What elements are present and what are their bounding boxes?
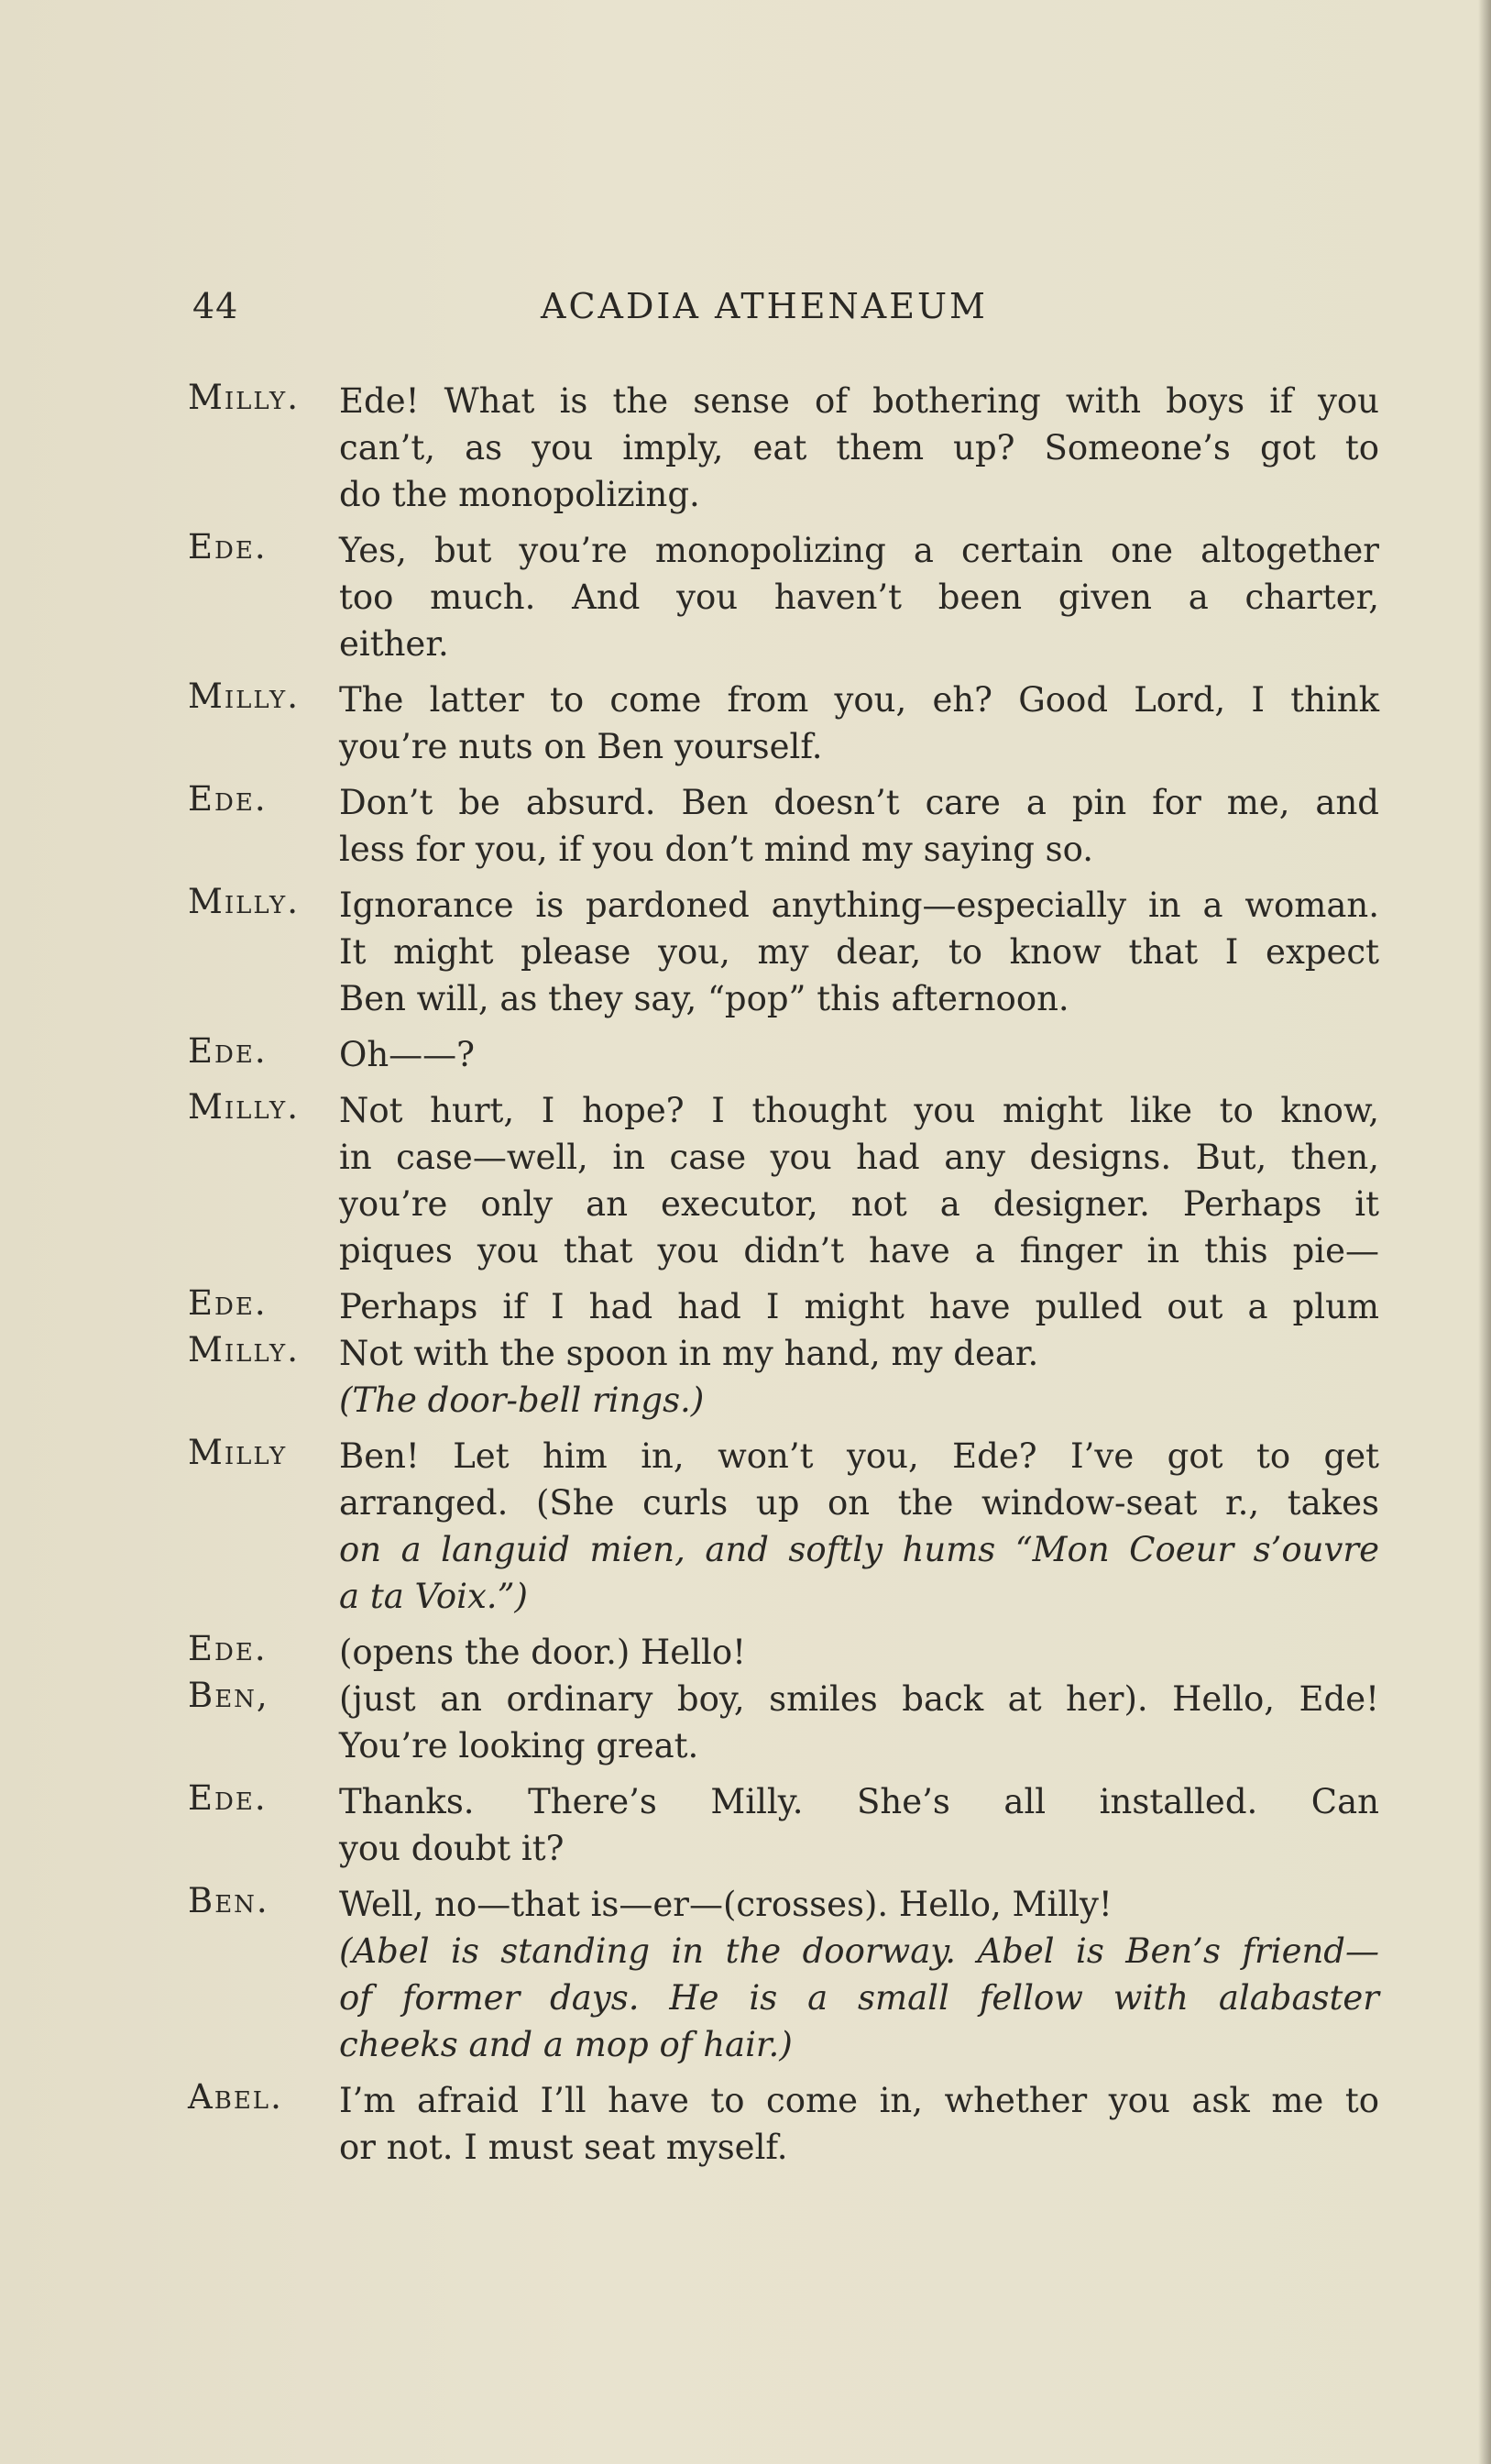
speaker-name: Milly. xyxy=(188,676,300,716)
speech xyxy=(339,527,1379,667)
dialogue-entry xyxy=(188,527,1379,667)
speaker-name: Ede. xyxy=(188,1778,268,1818)
speaker-name: Ben, xyxy=(188,1676,269,1715)
speech xyxy=(339,779,1379,873)
speech xyxy=(339,1676,1379,1769)
speech-line: arranged. (She curls up on the window-seat r., takes xyxy=(339,1483,1379,1523)
speech-line: Perhaps if I had had I might have pulled out a plum xyxy=(339,1287,1379,1326)
speech-line: Ben will, as they say, “pop” this afternoon. xyxy=(339,979,1069,1018)
dialogue-entry xyxy=(188,1087,1379,1274)
dialogue-entry xyxy=(188,378,1379,518)
speech-line: Not hurt, I hope? I thought you might like to know, xyxy=(339,1091,1379,1130)
speech-line: Not with the spoon in my hand, my dear. xyxy=(339,1334,1039,1373)
speech xyxy=(339,882,1379,1022)
speech-line: can’t, as you imply, eat them up? Someone’s got to xyxy=(339,428,1379,468)
dialogue-entry xyxy=(188,1629,1379,1676)
speaker-name: Milly. xyxy=(188,882,300,921)
speech-line: Ignorance is pardoned anything—especially in a woman. xyxy=(339,886,1379,925)
stage-direction: on a languid mien, and softly hums “Mon Coeur s’ouvre xyxy=(339,1530,1379,1569)
page-edge-shadow xyxy=(1478,0,1491,2464)
speech-line: or not. I must seat myself. xyxy=(339,2128,788,2167)
speech-line: Ede! What is the sense of bothering with boys if you xyxy=(339,381,1379,421)
speech-line: Yes, but you’re monopolizing a certain one altogether xyxy=(339,531,1379,570)
dialogue-entry xyxy=(188,676,1379,770)
page-number: 44 xyxy=(192,286,239,326)
speech-line: Ben! Let him in, won’t you, Ede? I’ve got to get xyxy=(339,1436,1379,1476)
speaker-name: Milly. xyxy=(188,1087,300,1127)
stage-direction: cheeks and a mop of hair.) xyxy=(339,2025,793,2064)
speech xyxy=(339,1629,1379,1676)
dialogue-entry xyxy=(188,1031,1379,1078)
dialogue-entry xyxy=(188,1433,1379,1620)
speaker-name: Milly. xyxy=(188,1330,300,1370)
speaker-name: Ede. xyxy=(188,1283,268,1323)
speech-line: Don’t be absurd. Ben doesn’t care a pin for me, and xyxy=(339,783,1379,822)
stage-direction: of former days. He is a small fellow with alabaster xyxy=(339,1978,1379,2018)
speech xyxy=(339,2077,1379,2171)
speaker-name: Milly. xyxy=(188,378,300,417)
dialogue-entry xyxy=(188,1881,1379,2068)
speech xyxy=(339,378,1379,518)
speech-line: Well, no—that is—er—(crosses). Hello, Milly! xyxy=(339,1885,1113,1924)
stage-direction: (Abel is standing in the doorway. Abel is Ben’s friend— xyxy=(339,1931,1379,1971)
speech xyxy=(339,1881,1379,2068)
dialogue-entry xyxy=(188,1283,1379,1330)
speaker-name: Ede. xyxy=(188,1031,268,1071)
speaker-name: Ede. xyxy=(188,1629,268,1668)
speaker-name: Milly xyxy=(188,1433,288,1472)
speech xyxy=(339,1031,1379,1078)
speech xyxy=(339,676,1379,770)
speech-line: you’re only an executor, not a designer. Perhaps it xyxy=(339,1184,1379,1224)
speech-line: It might please you, my dear, to know that I expect xyxy=(339,932,1379,972)
speech-line: (opens the door.) Hello! xyxy=(339,1633,747,1672)
page-header xyxy=(192,286,1384,332)
speaker-name: Ben. xyxy=(188,1881,269,1920)
speech-line: less for you, if you don’t mind my saying so. xyxy=(339,830,1094,869)
speech-line: you’re nuts on Ben yourself. xyxy=(339,727,823,766)
speech-line: Thanks. There’s Milly. She’s all installed. Can xyxy=(339,1782,1379,1821)
stage-direction: (The door-bell rings.) xyxy=(339,1380,705,1420)
dialogue-entry xyxy=(188,1330,1379,1424)
speech-line: You’re looking great. xyxy=(339,1726,699,1766)
speech xyxy=(339,1283,1379,1330)
speech-line: in case—well, in case you had any designs. But, then, xyxy=(339,1138,1379,1177)
speech-line: (just an ordinary boy, smiles back at her). Hello, Ede! xyxy=(339,1679,1379,1719)
speaker-name: Ede. xyxy=(188,527,268,566)
speaker-name: Abel. xyxy=(188,2077,283,2117)
dialogue-entry xyxy=(188,1778,1379,1872)
speaker-name: Ede. xyxy=(188,779,268,819)
stage-direction: a ta Voix.”) xyxy=(339,1577,528,1616)
speech-line: you doubt it? xyxy=(339,1829,565,1868)
running-title: ACADIA ATHENAEUM xyxy=(541,286,988,326)
speech-line: The latter to come from you, eh? Good Lord, I think xyxy=(339,680,1379,720)
speech xyxy=(339,1778,1379,1872)
dialogue-entry xyxy=(188,2077,1379,2171)
speech-line: do the monopolizing. xyxy=(339,475,700,514)
dialogue xyxy=(188,378,1379,2171)
speech xyxy=(339,1087,1379,1274)
speech-line: Oh——? xyxy=(339,1035,475,1074)
speech-line: too much. And you haven’t been given a charter, xyxy=(339,578,1379,617)
speech-line: piques you that you didn’t have a finger in this pie— xyxy=(339,1231,1379,1270)
speech-line: I’m afraid I’ll have to come in, whether you ask me to xyxy=(339,2081,1379,2120)
speech-line: either. xyxy=(339,624,449,664)
dialogue-entry xyxy=(188,779,1379,873)
dialogue-entry xyxy=(188,1676,1379,1769)
speech xyxy=(339,1433,1379,1620)
dialogue-entry xyxy=(188,882,1379,1022)
speech xyxy=(339,1330,1379,1424)
